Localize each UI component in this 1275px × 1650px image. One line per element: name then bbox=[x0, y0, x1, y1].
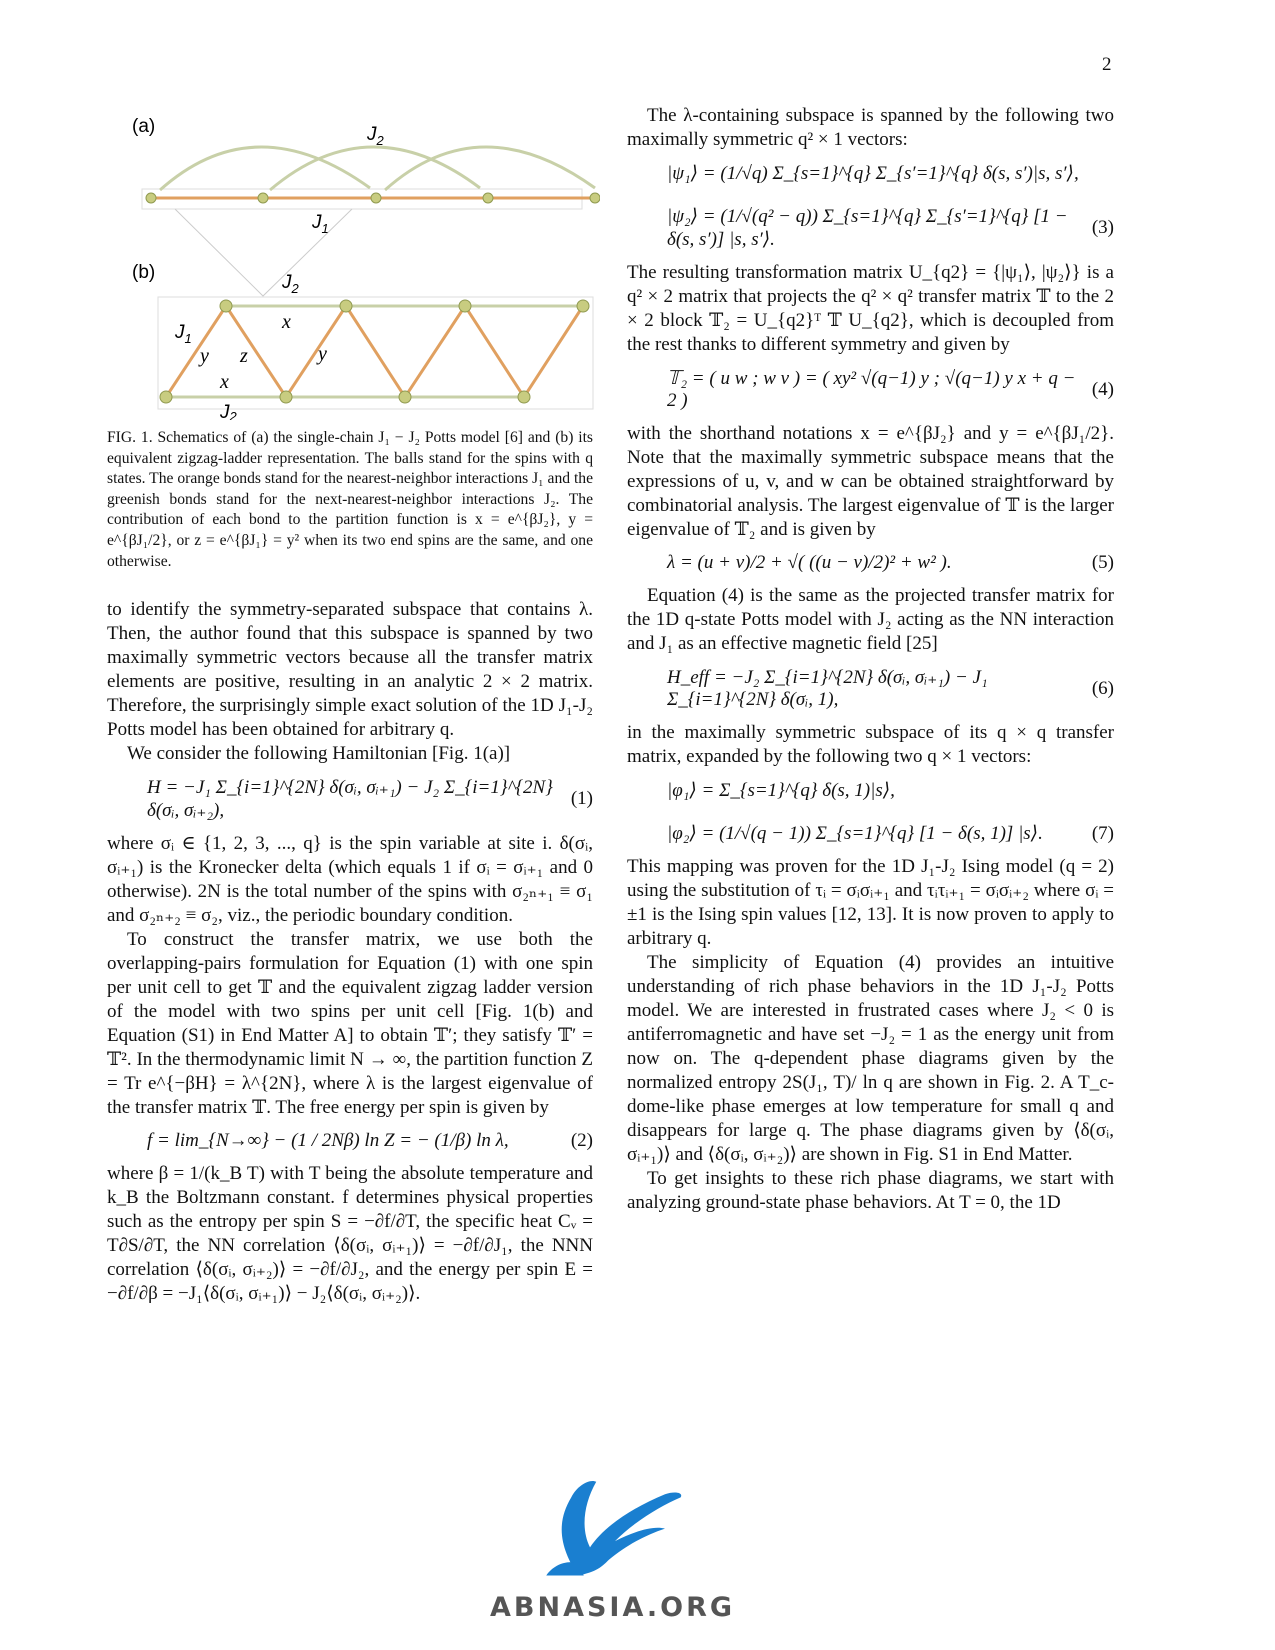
equation-2: f = lim_{N→∞} − (1 / 2Nβ) ln Z = − (1/β) ln λ, bbox=[147, 1130, 509, 1152]
paragraph-ising-mapping: This mapping was proven for the 1D J₁-J₂ Ising model (q = 2) using the substitution of τᵢ = σᵢσᵢ₊₁ and τᵢτᵢ₊₁ = σᵢσᵢ₊₂ where σᵢ = ±1 is the Ising spin values [12, 13]. It is now proven to apply to arbitrary q. bbox=[627, 856, 1114, 949]
paragraph-subspace: The λ-containing subspace is spanned by the following two maximally symmetric q² × 1 vectors: bbox=[627, 105, 1114, 150]
equation-7a-row bbox=[627, 779, 1114, 802]
page-number: 2 bbox=[1102, 54, 1112, 75]
svg-text:y: y bbox=[318, 343, 327, 365]
svg-text:J1: $J_1$ bbox=[312, 212, 329, 236]
paragraph-ground-state: To get insights to these rich phase diagrams, we start with analyzing ground-state phase behaviors. At T = 0, the 1D bbox=[627, 1168, 1114, 1213]
svg-text:y: y bbox=[200, 345, 209, 367]
figure-1-schematic bbox=[120, 100, 600, 420]
equation-7a: |φ₁⟩ = Σ_{s=1}^{q} δ(s, 1)|s⟩, bbox=[667, 780, 895, 801]
equation-3a: |ψ₁⟩ = (1/√q) Σ_{s=1}^{q} Σ_{s′=1}^{q} δ(s, s′)|s, s′⟩, bbox=[667, 163, 1079, 184]
left-column bbox=[107, 100, 593, 1306]
watermark-text: ABNASIA.ORG bbox=[490, 1592, 736, 1623]
svg-text:J2: J2 bbox=[220, 402, 237, 420]
equation-4-number: (4) bbox=[1091, 378, 1114, 400]
equation-3a-row bbox=[627, 162, 1114, 185]
paragraph-transformation: The resulting transformation matrix U_{q2} = {|ψ₁⟩, |ψ₂⟩} is a q² × 2 matrix that projects the q² × q² transfer matrix 𝕋 to the 2 × 2 block 𝕋₂ = U_{q2}ᵀ 𝕋 U_{q2}, which is decoupled from the rest thanks to different symmetry and given by bbox=[627, 262, 1114, 355]
equation-5: λ = (u + v)/2 + √( ((u − v)/2)² + w² ). bbox=[667, 552, 952, 573]
paragraph-expansion: in the maximally symmetric subspace of its q × q transfer matrix, expanded by the following two q × 1 vectors: bbox=[627, 722, 1114, 767]
svg-text:x: x bbox=[282, 311, 291, 333]
label-b: (b) bbox=[132, 262, 156, 283]
equation-7b-row bbox=[627, 822, 1114, 845]
right-column bbox=[627, 104, 1114, 1215]
watermark-griffin-logo bbox=[540, 1468, 690, 1583]
label-a: (a) bbox=[132, 116, 156, 137]
equation-3-number: (3) bbox=[1091, 217, 1114, 238]
equation-1-row bbox=[107, 776, 593, 822]
equation-5-row bbox=[627, 552, 1114, 574]
equation-3b: |ψ₂⟩ = (1/√(q² − q)) Σ_{s=1}^{q} Σ_{s′=1}^{q} [1 − δ(s, s′)] |s, s′⟩. bbox=[667, 206, 1068, 250]
equation-4: 𝕋₂ = ( u w ; w v ) = ( xy² √(q−1) y ; √(q−1) y x + q − 2 ) bbox=[667, 368, 1076, 411]
equation-7b: |φ₂⟩ = (1/√(q − 1)) Σ_{s=1}^{q} [1 − δ(s, 1)] |s⟩. bbox=[667, 823, 1043, 844]
paragraph-intro: to identify the symmetry-separated subspace that contains λ. Then, the author found that this subspace is spanned by two maximally symmetric vectors because all the transfer matrix elements are positive, resulting in an analytic 2 × 2 matrix. Therefore, the surprisingly simple exact solution of the 1D J₁-J₂ Potts model has been obtained for arbitrary q. bbox=[107, 599, 593, 741]
paragraph-shorthand: with the shorthand notations x = e^{βJ₂} and y = e^{βJ₁/2}. Note that the maximally symmetric subspace means that the expressions of u, v, and w can be obtained straightforward by combinatorial analysis. The largest eigenvalue of 𝕋 is the larger eigenvalue of 𝕋₂ and is given by bbox=[627, 423, 1114, 540]
svg-text:z: z bbox=[240, 345, 248, 367]
svg-text:J2: $J_2$ bbox=[367, 124, 384, 148]
equation-6: H_eff = −J₂ Σ_{i=1}^{2N} δ(σᵢ, σᵢ₊₁) − J₁ Σ_{i=1}^{2N} δ(σᵢ, 1), bbox=[667, 667, 988, 710]
equation-1: H = −J₁ Σ_{i=1}^{2N} δ(σᵢ, σᵢ₊₁) − J₂ Σ_{i=1}^{2N} δ(σᵢ, σᵢ₊₂), bbox=[147, 777, 553, 822]
equation-2-number: (2) bbox=[570, 1130, 593, 1152]
paragraph-equation-4: Equation (4) is the same as the projected transfer matrix for the 1D q-state Potts model with J₂ acting as the NN interaction and J₁ as an effective magnetic field [25] bbox=[627, 585, 1114, 654]
equation-5-number: (5) bbox=[1091, 552, 1114, 573]
svg-text:J1: $J_1$ bbox=[175, 322, 192, 346]
equation-6-number: (6) bbox=[1091, 677, 1114, 699]
equation-3b-row bbox=[627, 205, 1114, 251]
figure-caption: FIG. 1. Schematics of (a) the single-chain J₁ − J₂ Potts model [6] and (b) its equivalent zigzag-ladder representation. The balls stand for the spins with q states. The orange bonds stand for the nearest-neighbor interactions J₁ and the greenish bonds stand for the next-nearest-neighbor interactions J₂. The contribution of each bond to the partition function is x = e^{βJ₂}, y = e^{βJ₁/2}, or z = e^{βJ₁} = y² when its two end spins are the same, and one otherwise. bbox=[107, 429, 593, 570]
svg-text:J2: $J_2$ bbox=[282, 272, 299, 296]
paragraph-phase-behaviors: The simplicity of Equation (4) provides an intuitive understanding of rich phase behaviors in the 1D J₁-J₂ Potts model. We are interested in frustrated cases where J₂ < 0 is antiferromagnetic and have set −J₂ = 1 as the energy unit from now on. The q-dependent phase diagrams given by the normalized entropy 2S(J₁, T)/ ln q are shown in Fig. 2. A T_c-dome-like phase emerges at low temperature for small q and disappears for large q. The phase diagrams given by ⟨δ(σᵢ, σᵢ₊₁)⟩ and ⟨δ(σᵢ, σᵢ₊₂)⟩ are shown in Fig. S1 in End Matter. bbox=[627, 952, 1114, 1165]
paragraph-transfer-matrix: To construct the transfer matrix, we use both the overlapping-pairs formulation for Equation (1) with one spin per unit cell to get 𝕋 and the equivalent zigzag ladder version of the model with two spins per unit cell [Fig. 1(b) and Equation (S1) in End Matter A] to obtain 𝕋′; they satisfy 𝕋′ = 𝕋². In the thermodynamic limit N → ∞, the partition function Z = Tr e^{−βH} = λ^{2N}, where λ is the largest eigenvalue of the transfer matrix 𝕋. The free energy per spin is given by bbox=[107, 929, 593, 1119]
paragraph-spin-variable: where σᵢ ∈ {1, 2, 3, ..., q} is the spin variable at site i. δ(σᵢ, σᵢ₊₁) is the Kronecker delta (which equals 1 if σᵢ = σᵢ₊₁ and 0 otherwise). 2N is the total number of the spins with σ₂ₙ₊₁ ≡ σ₁ and σ₂ₙ₊₂ ≡ σ₂, viz., the periodic boundary condition. bbox=[107, 833, 593, 927]
equation-6-row bbox=[627, 666, 1114, 711]
equation-7-number: (7) bbox=[1091, 822, 1114, 844]
paragraph-observables: where β = 1/(k_B T) with T being the absolute temperature and k_B the Boltzmann constant. f determines physical properties such as the entropy per spin S = −∂f/∂T, the specific heat Cᵥ = T∂S/∂T, the NN correlation ⟨δ(σᵢ, σᵢ₊₁)⟩ = −∂f/∂J₁, the NNN correlation ⟨δ(σᵢ, σᵢ₊₂)⟩ = −∂f/∂J₂, and the energy per spin E = −∂f/∂β = −J₁⟨δ(σᵢ, σᵢ₊₁)⟩ − J₂⟨δ(σᵢ, σᵢ₊₂)⟩. bbox=[107, 1163, 593, 1305]
equation-2-row bbox=[107, 1130, 593, 1152]
equation-1-number: (1) bbox=[570, 788, 593, 810]
svg-text:x: x bbox=[220, 371, 229, 393]
paragraph-hamiltonian: We consider the following Hamiltonian [Fig. 1(a)] bbox=[127, 743, 511, 765]
equation-4-row bbox=[627, 367, 1114, 412]
